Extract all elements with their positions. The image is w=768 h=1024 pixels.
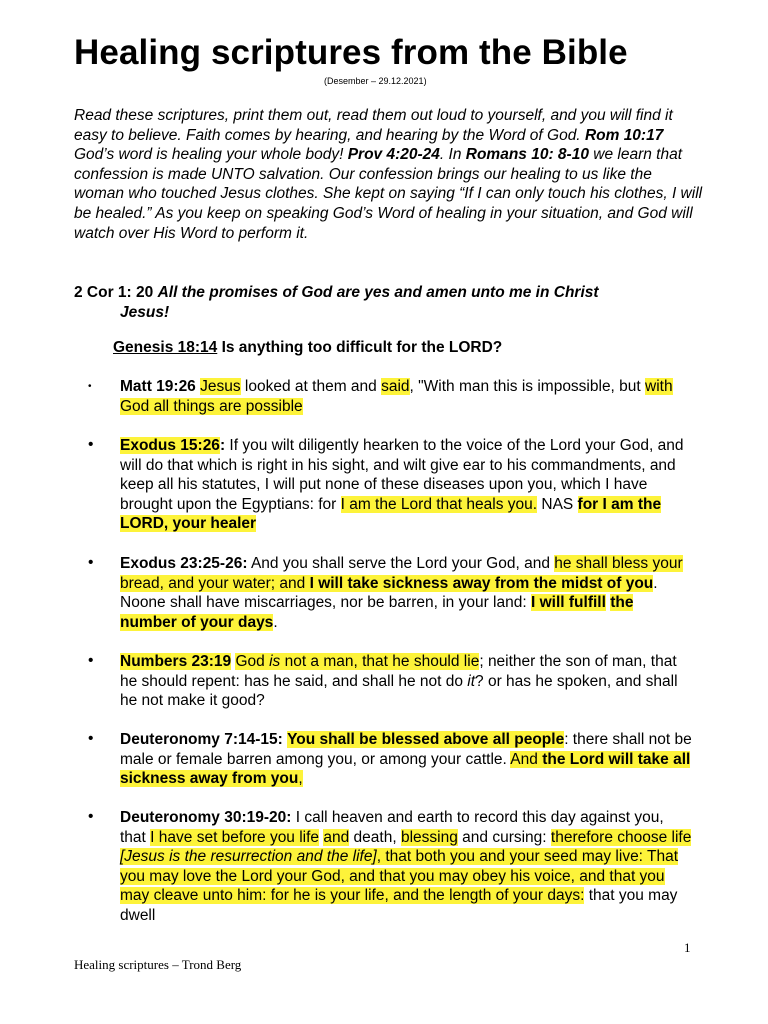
footer: Healing scriptures – Trond Berg [74,957,242,972]
list-item: Matt 19:26 Jesus looked at them and said, "With man this is impossible, but with God all things are possible [120,378,673,415]
list-item: Numbers 23:19 God is not a man, that he should lie; neither the son of man, that he should repent: has he said, and shall he not do it? or has he spoken, and shall he not make it good? [120,653,678,710]
bullet-icon: • [88,381,92,392]
page-number: 1 [684,940,691,955]
bullet-icon: • [88,652,94,669]
genesis-verse: Genesis 18:14 Is anything too difficult for the LORD? [113,339,503,356]
list-item: Deuteronomy 30:19-20: I call heaven and earth to record this day against you, that I have set before you life and death, blessing and cursing: therefore choose life [Jesus is the resurrection and the life], that both you and your seed may live: That you may love the Lord your God, and that you may obey his voice, and that you may cleave unto him: for he is your life, and the length of your days: that you may dwell [120,809,692,924]
bullet-icon: • [88,554,94,571]
scripture-ref: Rom 10:17 [584,126,664,144]
scripture-ref: Prov 4:20-24 [347,146,440,164]
bullet-icon: • [88,808,94,825]
page-title: Healing scriptures from the Bible [74,33,628,72]
intro-paragraph: Read these scriptures, print them out, read them out loud to yourself, and you will find it easy to believe. Faith comes by hearing, and hearing by the Word of God. Rom 10:17 God’s word is healing your whole body! Prov 4:20-24. In Romans 10: 8-10 we learn that confession is made UNTO salvation. Our confession brings our healing to us like the woman who touched Jesus clothes. She kept on saying “If I can only touch his clothes, I will be healed.” As you keep on speaking God’s Word of healing in your situation, and God will watch over His Word to perform it. [74,107,703,242]
date-note: (Desember – 29.12.2021) [324,76,427,86]
bullet-icon: • [88,730,94,747]
scripture-ref: Romans 10: 8-10 [465,146,589,164]
list-item: Exodus 23:25-26: And you shall serve the Lord your God, and he shall bless your bread, and your water; and I will take sickness away from the midst of you. Noone shall have miscarriages, nor be barren, in your land: I will fulfill the number of your days. [120,555,683,631]
bullet-icon: • [88,436,94,453]
list-item: Deuteronomy 7:14-15: You shall be blessed above all people: there shall not be male or female barren among you, or among your cattle. And the Lord will take all sickness away from you, [120,731,692,788]
scripture-ref: Genesis 18:14 [113,339,218,356]
cor-verse: 2 Cor 1: 20 All the promises of God are yes and amen unto me in Christ Jesus! [74,284,599,321]
list-item: Exodus 15:26: If you wilt diligently hearken to the voice of the Lord your God, and will do that which is right in his sight, and wilt give ear to his commandments, and keep all his statutes, I will put none of these diseases upon you, which I have brought upon the Egyptians: for I am the Lord that heals you. NAS for I am the LORD, your healer [120,437,684,533]
